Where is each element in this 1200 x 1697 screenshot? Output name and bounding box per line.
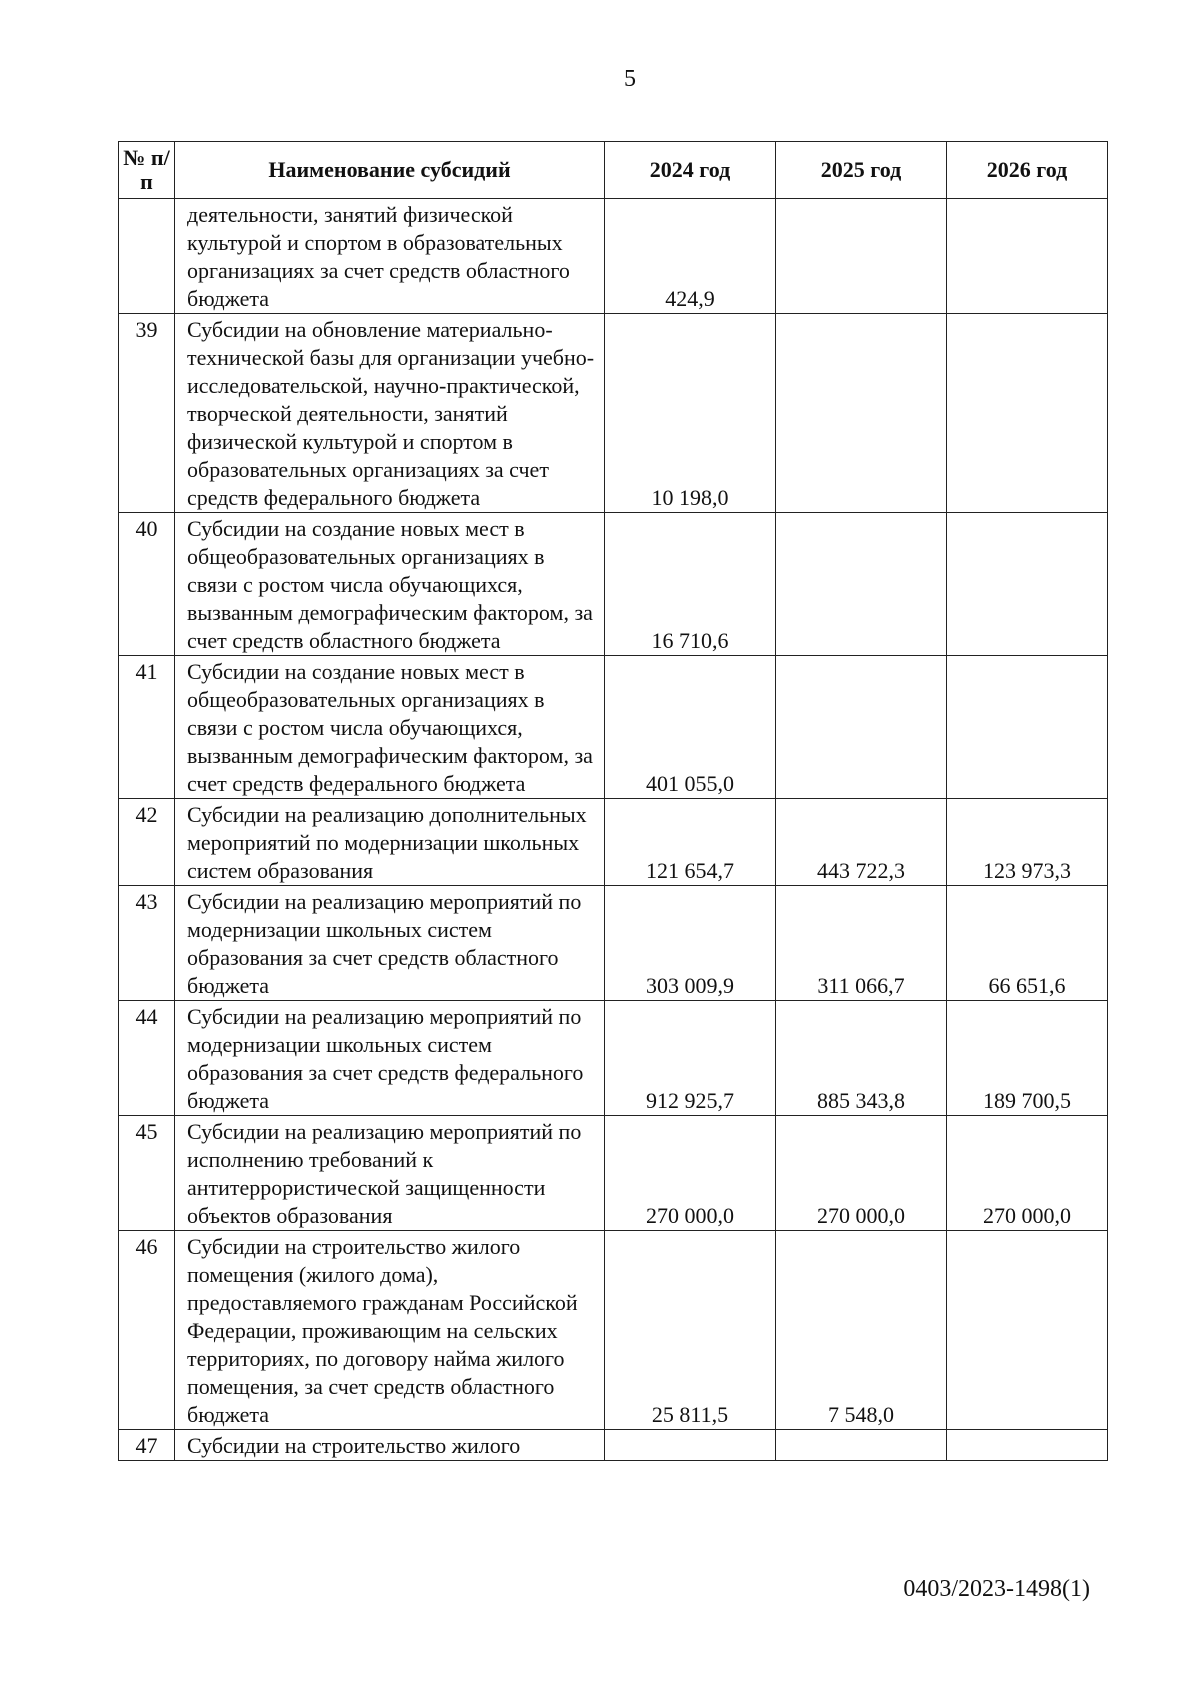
row-2026: 66 651,6 bbox=[947, 886, 1108, 1001]
row-2024: 401 055,0 bbox=[605, 656, 776, 799]
row-2026 bbox=[947, 1430, 1108, 1461]
table-row bbox=[119, 1231, 1108, 1430]
header-num: № п/п bbox=[119, 142, 175, 199]
header-2025: 2025 год bbox=[776, 142, 947, 199]
row-2026 bbox=[947, 199, 1108, 314]
header-2024: 2024 год bbox=[605, 142, 776, 199]
document-code: 0403/2023-1498(1) bbox=[903, 1576, 1090, 1602]
row-2025: 7 548,0 bbox=[776, 1231, 947, 1430]
row-2025 bbox=[776, 656, 947, 799]
row-2026 bbox=[947, 513, 1108, 656]
row-num: 41 bbox=[119, 656, 175, 799]
row-name: Субсидии на реализацию дополнительных мероприятий по модернизации школьных систем образования bbox=[175, 799, 605, 886]
header-name: Наименование субсидий bbox=[175, 142, 605, 199]
row-2025 bbox=[776, 1430, 947, 1461]
row-2024: 25 811,5 bbox=[605, 1231, 776, 1430]
row-2026 bbox=[947, 314, 1108, 513]
table-row bbox=[119, 199, 1108, 314]
row-num: 40 bbox=[119, 513, 175, 656]
row-name: Субсидии на реализацию мероприятий по модернизации школьных систем образования за счет средств федерального бюджета bbox=[175, 1001, 605, 1116]
row-name: деятельности, занятий физической культурой и спортом в образовательных организациях за счет средств областного бюджета bbox=[175, 199, 605, 314]
row-2024: 270 000,0 bbox=[605, 1116, 776, 1231]
row-2026: 189 700,5 bbox=[947, 1001, 1108, 1116]
row-name: Субсидии на создание новых мест в общеобразовательных организациях в связи с ростом числа обучающихся, вызванным демографическим фактором, за счет средств областного бюджета bbox=[175, 513, 605, 656]
row-2024: 121 654,7 bbox=[605, 799, 776, 886]
table-row bbox=[119, 799, 1108, 886]
row-2024: 16 710,6 bbox=[605, 513, 776, 656]
row-2025 bbox=[776, 314, 947, 513]
row-2026 bbox=[947, 656, 1108, 799]
row-num: 42 bbox=[119, 799, 175, 886]
row-num: 44 bbox=[119, 1001, 175, 1116]
table-row bbox=[119, 1430, 1108, 1461]
row-num: 47 bbox=[119, 1430, 175, 1461]
row-2026: 123 973,3 bbox=[947, 799, 1108, 886]
row-name: Субсидии на создание новых мест в общеобразовательных организациях в связи с ростом числа обучающихся, вызванным демографическим фактором, за счет средств федерального бюджета bbox=[175, 656, 605, 799]
table-row bbox=[119, 886, 1108, 1001]
row-name: Субсидии на обновление материально-технической базы для организации учебно-исследовательской, научно-практической, творческой деятельности, занятий физической культурой и спортом в образовательных организациях за счет средств федерального бюджета bbox=[175, 314, 605, 513]
row-2025: 443 722,3 bbox=[776, 799, 947, 886]
table-row bbox=[119, 656, 1108, 799]
row-name: Субсидии на строительство жилого bbox=[175, 1430, 605, 1461]
table-header-row bbox=[119, 142, 1108, 199]
table-row bbox=[119, 314, 1108, 513]
table-row bbox=[119, 513, 1108, 656]
row-2025 bbox=[776, 513, 947, 656]
row-2024 bbox=[605, 1430, 776, 1461]
row-num: 43 bbox=[119, 886, 175, 1001]
row-2026: 270 000,0 bbox=[947, 1116, 1108, 1231]
row-2024: 303 009,9 bbox=[605, 886, 776, 1001]
subsidies-table bbox=[118, 141, 1108, 1461]
row-2025: 270 000,0 bbox=[776, 1116, 947, 1231]
row-2026 bbox=[947, 1231, 1108, 1430]
row-name: Субсидии на реализацию мероприятий по модернизации школьных систем образования за счет средств областного бюджета bbox=[175, 886, 605, 1001]
row-2025 bbox=[776, 199, 947, 314]
row-num bbox=[119, 199, 175, 314]
row-2024: 912 925,7 bbox=[605, 1001, 776, 1116]
row-num: 46 bbox=[119, 1231, 175, 1430]
row-2025: 885 343,8 bbox=[776, 1001, 947, 1116]
header-2026: 2026 год bbox=[947, 142, 1108, 199]
row-2024: 10 198,0 bbox=[605, 314, 776, 513]
row-2024: 424,9 bbox=[605, 199, 776, 314]
table-row bbox=[119, 1001, 1108, 1116]
row-name: Субсидии на реализацию мероприятий по исполнению требований к антитеррористической защищенности объектов образования bbox=[175, 1116, 605, 1231]
row-2025: 311 066,7 bbox=[776, 886, 947, 1001]
row-num: 45 bbox=[119, 1116, 175, 1231]
table-row bbox=[119, 1116, 1108, 1231]
page-number: 5 bbox=[624, 66, 636, 92]
row-name: Субсидии на строительство жилого помещения (жилого дома), предоставляемого гражданам Российской Федерации, проживающим на сельских территориях, по договору найма жилого помещения, за счет средств областного бюджета bbox=[175, 1231, 605, 1430]
row-num: 39 bbox=[119, 314, 175, 513]
